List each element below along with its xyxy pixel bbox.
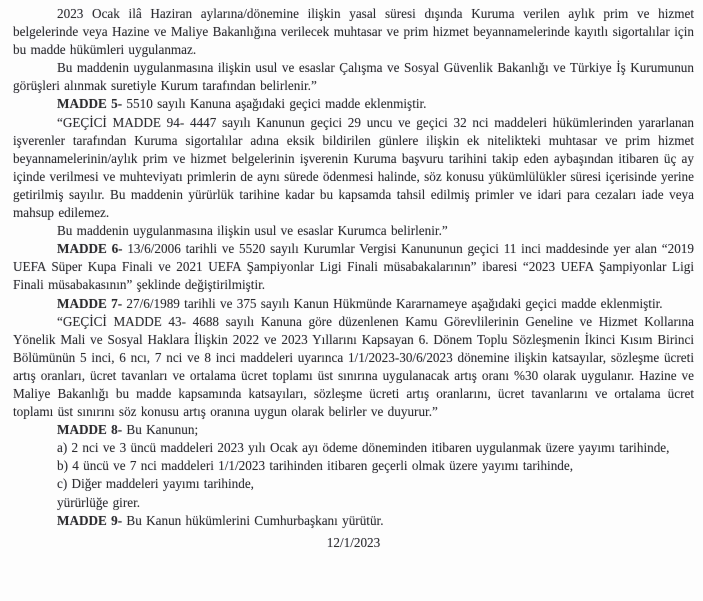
paragraph	[13, 222, 694, 240]
paragraph-text: c) Diğer maddeleri yayımı tarihinde,	[57, 476, 254, 492]
paragraph-text: yürürlüğe girer.	[57, 494, 141, 510]
paragraph-text: Bu maddenin uygulanmasına ilişkin usul ve esaslar Kurumca belirlenir.”	[57, 223, 448, 239]
article-label: MADDE 8-	[57, 422, 123, 438]
paragraph-text: Bu Kanunun;	[122, 422, 199, 438]
paragraph-text: 27/6/1989 tarihli ve 375 sayılı Kanun Hükmünde Kararnameye aşağıdaki geçici madde eklenmiştir.	[122, 295, 663, 311]
paragraph	[13, 5, 694, 59]
paragraph-text: “GEÇİCİ MADDE 94- 4447 sayılı Kanunun geçici 29 uncu ve geçici 32 nci maddeleri hükümlerinden yararlanan işverenler tarafından Kuruma sigortalılar adına eksik bildirilen günlere ilişkin ek nitelikteki muhtasar ve prim hizmet beyannamelerinin/aylık prim ve hizmet belgelerinin işverenin Kuruma başvuru tarihini takip eden aybaşından itibaren üç ay içinde verilmesi ve muhteviyatı primlerin de aynı sürede ödenmesi halinde, söz konusu yükümlülükler süresi içerisinde yerine getirilmiş sayılır. Bu maddenin yürürlük tarihine kadar bu kapsamda tahsil edilmiş primler ve idari para cezaları iade veya mahsup edilemez.	[13, 114, 694, 221]
paragraph	[13, 512, 694, 530]
paragraph	[13, 59, 694, 95]
paragraph-text: Bu maddenin uygulanmasına ilişkin usul ve esaslar Çalışma ve Sosyal Güvenlik Bakanlığı ve Türkiye İş Kurumunun görüşleri alınmak suretiyle Kurum tarafından belirlenir.”	[13, 60, 694, 94]
paragraph-text: Bu Kanun hükümlerini Cumhurbaşkanı yürütür.	[122, 512, 384, 528]
article-label: MADDE 9-	[57, 512, 123, 528]
article-label: MADDE 5-	[57, 96, 123, 112]
paragraph	[13, 475, 694, 493]
paragraph	[13, 313, 694, 422]
paragraph-text: “GEÇİCİ MADDE 43- 4688 sayılı Kanuna göre düzenlenen Kamu Görevlilerinin Geneline ve Hizmet Kollarına Yönelik Mali ve Sosyal Haklara İlişkin 2022 ve 2023 Yıllarını Kapsayan 6. Dönem Toplu Sözleşmenin İkinci Kısım Birinci Bölümünün 5 inci, 6 ncı, 7 nci ve 8 inci maddeleri uyarınca 1/1/2023-30/6/2023 dönemine ilişkin katsayılar, sözleşme ücreti artış oranları, ücret tavanları ve ortalama ücret toplamı üst sınırına uygulanacak artış oranı %30 olarak uygulanır. Hazine ve Maliye Bakanlığı bu madde kapsamında katsayıları, sözleşme ücreti artış oranlarını, ücret tavanlarını ve ortalama ücret toplamı üst sınırını söz konusu artış oranına uygun olarak belirler ve duyurur.”	[13, 313, 694, 420]
article-label: MADDE 7-	[57, 295, 123, 311]
paragraph	[13, 457, 694, 475]
paragraph	[13, 114, 694, 223]
article-label: MADDE 6-	[57, 241, 123, 257]
paragraph	[13, 240, 694, 294]
document-date: 12/1/2023	[326, 534, 381, 550]
paragraph	[13, 494, 694, 512]
paragraph	[13, 295, 694, 313]
paragraph-text: 13/6/2006 tarihli ve 5520 sayılı Kurumlar Vergisi Kanununun geçici 11 inci maddesinde yer alan “2019 UEFA Süper Kupa Finali ve 2021 UEFA Şampiyonlar Ligi Finali müsabakalarının” ibaresi “2023 UEFA Şampiyonlar Ligi Finali müsabakasının” şeklinde değiştirilmiştir.	[13, 241, 694, 293]
paragraph-text: 2023 Ocak ilâ Haziran aylarına/dönemine ilişkin yasal süresi dışında Kuruma verilen aylık prim ve hizmet belgelerinde veya Hazine ve Maliye Bakanlığına verilecek muhtasar ve prim hizmet beyannamelerinde kayıtlı sigortalılar için bu madde hükümleri uygulanmaz.	[13, 6, 694, 58]
paragraph	[13, 439, 694, 457]
paragraph-text: b) 4 üncü ve 7 nci maddeleri 1/1/2023 tarihinden itibaren geçerli olmak üzere yayımı tarihinde,	[57, 458, 574, 474]
paragraph-text: 5510 sayılı Kanuna aşağıdaki geçici madde eklenmiştir.	[122, 96, 427, 112]
paragraph	[13, 421, 694, 439]
paragraph-text: a) 2 nci ve 3 üncü maddeleri 2023 yılı Ocak ayı ödeme döneminden itibaren uygulanmak üzere yayımı tarihinde,	[57, 440, 670, 456]
paragraph	[13, 95, 694, 113]
